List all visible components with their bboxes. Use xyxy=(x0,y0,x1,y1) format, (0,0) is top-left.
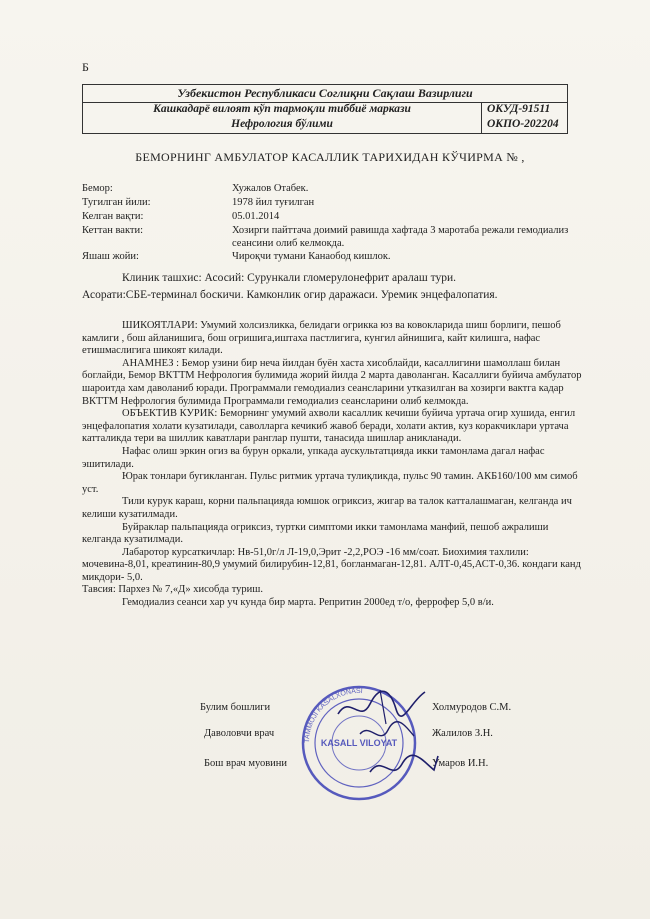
patient-info xyxy=(82,182,582,264)
lab-results-paragraph: Лабаротор курсаткичлар: Нв-51,0г/л Л-19,0,Эрит -2,2,РОЭ -16 мм/соат. Биохимия тахлили: мочевина-8,01, креатинин-80,9 умумий билирубин-12,81, богланмаган-12,81. АЛТ-0,45,АСТ-0,36. кондаги канд микдори- 5,0. xyxy=(82,546,581,583)
treatment-paragraph: Гемодиализ сеанси хар уч кунда бир марта. Репритин 2000ед т/о, феррофер 5,0 в/и. xyxy=(122,597,494,609)
discharge-value: Хозирги пайттача доимий равишда хафтада 3 маротаба режали гемодиализ сеансини олиб келмокда. xyxy=(232,225,569,249)
handwritten-signatures xyxy=(330,684,450,794)
institution-header xyxy=(82,84,568,134)
respiration-paragraph: Нафас олиш эркин огиз ва бурун оркали, упкада аускультатцияда икки тамонлама дагал нафас эшитилади. xyxy=(82,445,545,470)
anamnesis-paragraph: АНАМНЕЗ : Бемор узини бир неча йилдан буён хаста хисоблайди, касаллигини шамоллаш билан боглайди, Бемор ВКТТМ Нефрология булимида жорий йилда 2 марта даволанган. Касаллиги буйича амбулатор шароитда хам даволаниб юради. Программали гемодиализ сеансларини утказилган ва хозирги вактга кадар ВКТТМ Нефрология булимида Программали гемодиализ сеансларини олиб келмокда. xyxy=(82,357,582,407)
diagnosis-block xyxy=(82,270,582,304)
doctor-name: Жалилов З.Н. xyxy=(432,728,493,739)
objective-exam-paragraph: ОБЪЕКТИВ КУРИК: Беморнинг умумий ахволи касаллик кечиши буйича уртача огир хушида, енгил энцефалопатия холати кузатилади, саволларга кечикиб жавоб беради, холати актив, куз коракчиклари уртача катталикда тери ва шиллик каватлари ранглар пушти, танасида шишлар аникланади. xyxy=(82,408,576,445)
address-value: Чироқчи тумани Канаобод кишлок. xyxy=(232,251,391,262)
okpo-code: ОКПО-202204 xyxy=(487,118,559,130)
arrival-date: 05.01.2014 xyxy=(232,211,280,222)
head-role: Булим бошлиги xyxy=(200,702,271,713)
ministry-name: Узбекистон Республикаси Соглиқни Сақлаш Вазирлиги xyxy=(83,85,567,103)
complications: Асорати:СБЕ-терминал боскичи. Камконлик огир даражаси. Уремик энцефалопатия. xyxy=(82,289,498,301)
birth-year-label: Тугилган йили: xyxy=(82,197,151,208)
kidneys-paragraph: Буйраклар пальпацияда огриксиз, туртки симптоми икки тамонлама манфий, пешоб ажралиши келганда кузатилмади. xyxy=(82,521,549,546)
patient-name: Хужалов Отабек. xyxy=(232,183,309,194)
medical-notes xyxy=(82,320,582,610)
abdomen-paragraph: Тили курук караш, корни пальпацияда юмшок огриксиз, жигар ва талок катталашмаган, келганда ич келиши кузатилмади. xyxy=(82,496,572,520)
arrival-date-label: Келган вақти: xyxy=(82,211,144,222)
discharge-label: Кеттан вакти: xyxy=(82,225,144,236)
document-title: БЕМОРНИНГ АМБУЛАТОР КАСАЛЛИК ТАРИХИДАН КЎЧИРМА № , xyxy=(135,150,525,164)
codes-block xyxy=(483,102,569,133)
cardio-paragraph: Юрак тонлари бугикланган. Пульс ритмик уртача тулиқликда, пульс 90 тамин. АКБ160/100 мм симоб уст. xyxy=(82,471,578,495)
stamp-center-text: KASALL VILOYAT xyxy=(320,738,398,748)
chief-role: Бош врач муовини xyxy=(204,758,288,769)
address-label: Яшаш жойи: xyxy=(82,251,139,262)
department-name: Нефрология бўлими xyxy=(231,118,333,130)
birth-year: 1978 йил туғилган xyxy=(232,197,315,208)
stamp-ring-text: TAMMOJI KASALXONASI xyxy=(303,687,363,744)
complaints-paragraph: ШИКОЯТЛАРИ: Умумий холсизликка, белидаги огрикка юз ва ковокларида шиш борлиги, пешоб камлиги , бош айланишига, бош огришига,иштаха пастлигига, кунгил айнишига, кайт килишга, нафас етишмаслигига шикоят килади. xyxy=(82,320,561,357)
recommendation-paragraph: Тавсия: Пархез № 7,«Д» хисобда туриш. xyxy=(82,584,263,596)
center-name: Кашкадарё вилоят кўп тармоқли тиббиё маркази xyxy=(153,103,411,115)
patient-name-label: Бемор: xyxy=(82,183,113,194)
chief-name: Умаров И.Н. xyxy=(432,758,489,769)
clinical-diagnosis: Клиник ташхис: Асосий: Сурункали гломерулонефрит аралаш тури. xyxy=(122,272,457,284)
center-name-block xyxy=(83,102,482,133)
head-name: Холмуродов С.М. xyxy=(432,702,512,713)
doctor-role: Даволовчи врач xyxy=(204,728,275,739)
okud-code: ОКУД-91511 xyxy=(487,103,551,115)
corner-mark: Б xyxy=(82,60,89,74)
